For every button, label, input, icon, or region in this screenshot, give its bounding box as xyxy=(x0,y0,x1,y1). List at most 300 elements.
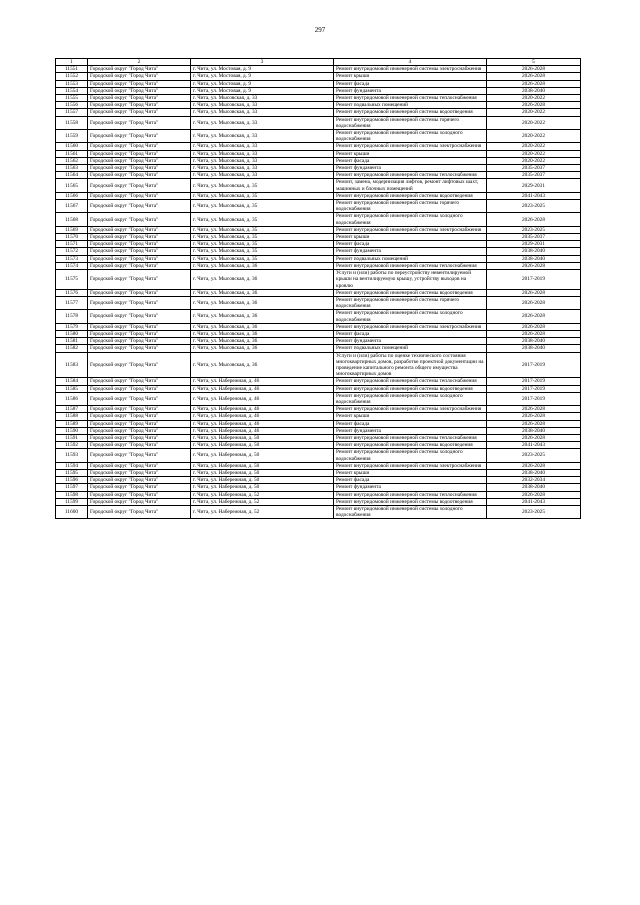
row-number: 11585 xyxy=(56,385,88,392)
period-cell: 2026-2028 xyxy=(487,323,581,330)
row-number: 11574 xyxy=(56,262,88,269)
column-number: 2 xyxy=(88,59,191,66)
table-row xyxy=(56,484,581,491)
municipality-cell: Городской округ "Город Чита" xyxy=(88,192,191,199)
municipality-cell: Городской округ "Город Чита" xyxy=(88,179,191,192)
row-number: 11564 xyxy=(56,172,88,179)
period-cell: 2020-2022 xyxy=(487,150,581,157)
period-cell: 2026-2028 xyxy=(487,296,581,309)
address-cell: г. Чита, ул. Мысовская, д. 33 xyxy=(191,130,334,143)
row-number: 11586 xyxy=(56,392,88,405)
table-row xyxy=(56,226,581,233)
work-type-cell: Ремонт внутридомовой инженерной системы теплоснабжения xyxy=(334,378,487,385)
municipality-cell: Городской округ "Город Чита" xyxy=(88,157,191,164)
work-type-cell: Ремонт фасада xyxy=(334,241,487,248)
period-cell: 2026-2028 xyxy=(487,330,581,337)
row-number: 11584 xyxy=(56,378,88,385)
address-cell: г. Чита, ул. Набережная, д. 46 xyxy=(191,420,334,427)
row-number: 11552 xyxy=(56,73,88,80)
table-row xyxy=(56,80,581,87)
row-number: 11596 xyxy=(56,477,88,484)
address-cell: г. Чита, ул. Мысовская, д. 33 xyxy=(191,116,334,129)
work-type-cell: Ремонт внутридомовой инженерной системы водоотведения xyxy=(334,109,487,116)
column-number: 4 xyxy=(334,59,487,66)
table-row xyxy=(56,296,581,309)
municipality-cell: Городской округ "Город Чита" xyxy=(88,477,191,484)
work-type-cell: Ремонт внутридомовой инженерной системы водоотведения xyxy=(334,442,487,449)
address-cell: г. Чита, ул. Мысовская, д. 35 xyxy=(191,226,334,233)
work-type-cell: Ремонт внутридомовой инженерной системы холодного водоснабжения xyxy=(334,130,487,143)
row-number: 11558 xyxy=(56,116,88,129)
address-cell: г. Чита, ул. Мысовская, д. 36 xyxy=(191,330,334,337)
address-cell: г. Чита, ул. Мысовская, д. 36 xyxy=(191,352,334,378)
period-cell: 2023-2025 xyxy=(487,506,581,519)
row-number: 11588 xyxy=(56,413,88,420)
period-cell: 2026-2028 xyxy=(487,80,581,87)
address-cell: г. Чита, ул. Набережная, д. 50 xyxy=(191,434,334,441)
column-number-row xyxy=(56,59,581,66)
work-type-cell: Ремонт фундамента xyxy=(334,248,487,255)
table-row xyxy=(56,406,581,413)
address-cell: г. Чита, ул. Набережная, д. 50 xyxy=(191,484,334,491)
municipality-cell: Городской округ "Город Чита" xyxy=(88,66,191,73)
municipality-cell: Городской округ "Город Чита" xyxy=(88,226,191,233)
municipality-cell: Городской округ "Город Чита" xyxy=(88,506,191,519)
address-cell: г. Чита, ул. Набережная, д. 46 xyxy=(191,385,334,392)
address-cell: г. Чита, ул. Мысовская, д. 36 xyxy=(191,310,334,323)
table-row xyxy=(56,310,581,323)
work-type-cell: Ремонт фундамента xyxy=(334,165,487,172)
work-type-cell: Ремонт внутридомовой инженерной системы теплоснабжения xyxy=(334,172,487,179)
municipality-cell: Городской округ "Город Чита" xyxy=(88,491,191,498)
table-row xyxy=(56,413,581,420)
table-row xyxy=(56,157,581,164)
work-type-cell: Ремонт фасада xyxy=(334,330,487,337)
table-row xyxy=(56,345,581,352)
work-type-cell: Ремонт крыши xyxy=(334,234,487,241)
municipality-cell: Городской округ "Город Чита" xyxy=(88,442,191,449)
row-number: 11554 xyxy=(56,87,88,94)
period-cell: 2026-2028 xyxy=(487,66,581,73)
work-type-cell: Ремонт крыши xyxy=(334,469,487,476)
period-cell: 2026-2028 xyxy=(487,310,581,323)
row-number: 11567 xyxy=(56,200,88,213)
period-cell: 2026-2028 xyxy=(487,434,581,441)
period-cell: 2035-2037 xyxy=(487,172,581,179)
row-number: 11599 xyxy=(56,498,88,505)
address-cell: г. Чита, ул. Набережная, д. 46 xyxy=(191,413,334,420)
work-type-cell: Ремонт внутридомовой инженерной системы электроснабжения xyxy=(334,323,487,330)
address-cell: г. Чита, ул. Набережная, д. 52 xyxy=(191,498,334,505)
municipality-cell: Городской округ "Город Чита" xyxy=(88,330,191,337)
address-cell: г. Чита, ул. Мысовская, д. 33 xyxy=(191,165,334,172)
row-number: 11563 xyxy=(56,165,88,172)
work-type-cell: Ремонт внутридомовой инженерной системы водоотведения xyxy=(334,498,487,505)
period-cell: 2038-2040 xyxy=(487,248,581,255)
row-number: 11593 xyxy=(56,449,88,462)
municipality-cell: Городской округ "Город Чита" xyxy=(88,80,191,87)
work-type-cell: Ремонт подвальных помещений xyxy=(334,255,487,262)
municipality-cell: Городской округ "Город Чита" xyxy=(88,73,191,80)
table-row xyxy=(56,172,581,179)
work-type-cell: Услуги и (или) работы по переустройству невентилируемой крыши на вентилируемую крышу, устройству выходов на кровлю xyxy=(334,270,487,290)
page-number: 297 xyxy=(314,26,326,34)
address-cell: г. Чита, ул. Мостовая, д. 9 xyxy=(191,66,334,73)
row-number: 11551 xyxy=(56,66,88,73)
period-cell: 2026-2028 xyxy=(487,213,581,226)
row-number: 11580 xyxy=(56,330,88,337)
table-row xyxy=(56,213,581,226)
municipality-cell: Городской округ "Город Чита" xyxy=(88,150,191,157)
column-number: 3 xyxy=(191,59,334,66)
address-cell: г. Чита, ул. Набережная, д. 52 xyxy=(191,491,334,498)
work-type-cell: Ремонт внутридомовой инженерной системы теплоснабжения xyxy=(334,262,487,269)
municipality-cell: Городской округ "Город Чита" xyxy=(88,130,191,143)
municipality-cell: Городской округ "Город Чита" xyxy=(88,462,191,469)
row-number: 11566 xyxy=(56,192,88,199)
period-cell: 2017-2019 xyxy=(487,352,581,378)
municipality-cell: Городской округ "Город Чита" xyxy=(88,406,191,413)
municipality-cell: Городской округ "Город Чита" xyxy=(88,413,191,420)
row-number: 11562 xyxy=(56,157,88,164)
row-number: 11597 xyxy=(56,484,88,491)
work-type-cell: Ремонт внутридомовой инженерной системы электроснабжения xyxy=(334,66,487,73)
municipality-cell: Городской округ "Город Чита" xyxy=(88,255,191,262)
work-type-cell: Ремонт внутридомовой инженерной системы теплоснабжения xyxy=(334,95,487,102)
period-cell: 2026-2028 xyxy=(487,413,581,420)
address-cell: г. Чита, ул. Мысовская, д. 33 xyxy=(191,102,334,109)
table-row xyxy=(56,165,581,172)
table-row xyxy=(56,255,581,262)
period-cell: 2026-2028 xyxy=(487,73,581,80)
municipality-cell: Городской округ "Город Чита" xyxy=(88,427,191,434)
work-type-cell: Ремонт фасада xyxy=(334,420,487,427)
table-row xyxy=(56,102,581,109)
period-cell: 2038-2040 xyxy=(487,255,581,262)
municipality-cell: Городской округ "Город Чита" xyxy=(88,116,191,129)
table-row xyxy=(56,462,581,469)
work-type-cell: Ремонт фундамента xyxy=(334,87,487,94)
row-number: 11575 xyxy=(56,270,88,290)
address-cell: г. Чита, ул. Набережная, д. 50 xyxy=(191,462,334,469)
work-type-cell: Ремонт крыши xyxy=(334,413,487,420)
address-cell: г. Чита, ул. Мысовская, д. 35 xyxy=(191,234,334,241)
work-type-cell: Ремонт крыши xyxy=(334,73,487,80)
table-row xyxy=(56,241,581,248)
period-cell: 2023-2025 xyxy=(487,226,581,233)
row-number: 11576 xyxy=(56,289,88,296)
address-cell: г. Чита, ул. Набережная, д. 46 xyxy=(191,378,334,385)
row-number: 11577 xyxy=(56,296,88,309)
municipality-cell: Городской округ "Город Чита" xyxy=(88,102,191,109)
period-cell: 2023-2025 xyxy=(487,200,581,213)
row-number: 11569 xyxy=(56,226,88,233)
period-cell: 2026-2028 xyxy=(487,462,581,469)
row-number: 11556 xyxy=(56,102,88,109)
row-number: 11555 xyxy=(56,95,88,102)
table-row xyxy=(56,73,581,80)
period-cell: 2026-2028 xyxy=(487,420,581,427)
municipality-cell: Городской округ "Город Чита" xyxy=(88,338,191,345)
work-type-cell: Ремонт внутридомовой инженерной системы горячего водоснабжения xyxy=(334,296,487,309)
municipality-cell: Городской округ "Город Чита" xyxy=(88,248,191,255)
address-cell: г. Чита, ул. Мысовская, д. 33 xyxy=(191,95,334,102)
table-row xyxy=(56,95,581,102)
table-row xyxy=(56,392,581,405)
work-type-cell: Ремонт внутридомовой инженерной системы электроснабжения xyxy=(334,226,487,233)
address-cell: г. Чита, ул. Мысовская, д. 36 xyxy=(191,345,334,352)
column-number: 1 xyxy=(56,59,88,66)
period-cell: 2020-2022 xyxy=(487,109,581,116)
municipality-cell: Городской округ "Город Чита" xyxy=(88,234,191,241)
table-row xyxy=(56,143,581,150)
address-cell: г. Чита, ул. Мысовская, д. 36 xyxy=(191,323,334,330)
table-row xyxy=(56,498,581,505)
work-type-cell: Ремонт фасада xyxy=(334,157,487,164)
period-cell: 2020-2022 xyxy=(487,95,581,102)
period-cell: 2017-2019 xyxy=(487,385,581,392)
row-number: 11591 xyxy=(56,434,88,441)
table-row xyxy=(56,262,581,269)
address-cell: г. Чита, ул. Мысовская, д. 33 xyxy=(191,157,334,164)
work-type-cell: Ремонт подвальных помещений xyxy=(334,102,487,109)
address-cell: г. Чита, ул. Мысовская, д. 35 xyxy=(191,255,334,262)
municipality-cell: Городской округ "Город Чита" xyxy=(88,165,191,172)
period-cell: 2017-2019 xyxy=(487,378,581,385)
table-row xyxy=(56,248,581,255)
table-row xyxy=(56,477,581,484)
table-row xyxy=(56,506,581,519)
period-cell: 2038-2040 xyxy=(487,345,581,352)
work-type-cell: Ремонт фундамента xyxy=(334,338,487,345)
row-number: 11600 xyxy=(56,506,88,519)
work-type-cell: Услуги и (или) работы по оценке технического состояния многоквартирных домов, разработке проектной документации на проведение капитального ремонта общего имущества многоквартирных домов xyxy=(334,352,487,378)
table-row xyxy=(56,150,581,157)
table-row xyxy=(56,66,581,73)
period-cell: 2041-2043 xyxy=(487,498,581,505)
work-type-cell: Ремонт внутридомовой инженерной системы электроснабжения xyxy=(334,143,487,150)
table-row xyxy=(56,491,581,498)
municipality-cell: Городской округ "Город Чита" xyxy=(88,378,191,385)
period-cell: 2041-2043 xyxy=(487,442,581,449)
row-number: 11587 xyxy=(56,406,88,413)
period-cell: 2026-2028 xyxy=(487,262,581,269)
row-number: 11583 xyxy=(56,352,88,378)
work-type-cell: Ремонт внутридомовой инженерной системы водоотведения xyxy=(334,289,487,296)
period-cell: 2020-2022 xyxy=(487,116,581,129)
period-cell: 2017-2019 xyxy=(487,392,581,405)
period-cell: 2038-2040 xyxy=(487,484,581,491)
table-row xyxy=(56,234,581,241)
work-type-cell: Ремонт внутридомовой инженерной системы холодного водоснабжения xyxy=(334,392,487,405)
row-number: 11572 xyxy=(56,248,88,255)
table-row xyxy=(56,449,581,462)
work-type-cell: Ремонт крыши xyxy=(334,150,487,157)
address-cell: г. Чита, ул. Мысовская, д. 33 xyxy=(191,172,334,179)
address-cell: г. Чита, ул. Набережная, д. 50 xyxy=(191,449,334,462)
address-cell: г. Чита, ул. Мысовская, д. 33 xyxy=(191,109,334,116)
row-number: 11590 xyxy=(56,427,88,434)
row-number: 11578 xyxy=(56,310,88,323)
row-number: 11595 xyxy=(56,469,88,476)
work-type-cell: Ремонт внутридомовой инженерной системы горячего водоснабжения xyxy=(334,200,487,213)
work-type-cell: Ремонт внутридомовой инженерной системы электроснабжения xyxy=(334,406,487,413)
municipality-cell: Городской округ "Город Чита" xyxy=(88,296,191,309)
address-cell: г. Чита, ул. Мысовская, д. 35 xyxy=(191,213,334,226)
municipality-cell: Городской округ "Город Чита" xyxy=(88,352,191,378)
table-row xyxy=(56,427,581,434)
period-cell: 2017-2019 xyxy=(487,270,581,290)
address-cell: г. Чита, ул. Набережная, д. 50 xyxy=(191,469,334,476)
municipality-cell: Городской округ "Город Чита" xyxy=(88,385,191,392)
address-cell: г. Чита, ул. Мысовская, д. 35 xyxy=(191,179,334,192)
row-number: 11568 xyxy=(56,213,88,226)
address-cell: г. Чита, ул. Мысовская, д. 35 xyxy=(191,200,334,213)
municipality-cell: Городской округ "Город Чита" xyxy=(88,498,191,505)
address-cell: г. Чита, ул. Мысовская, д. 35 xyxy=(191,248,334,255)
municipality-cell: Городской округ "Город Чита" xyxy=(88,484,191,491)
municipality-cell: Городской округ "Город Чита" xyxy=(88,213,191,226)
address-cell: г. Чита, ул. Мысовская, д. 33 xyxy=(191,150,334,157)
column-number: 5 xyxy=(487,59,581,66)
table-row xyxy=(56,352,581,378)
work-type-cell: Ремонт, замена, модернизация лифтов, ремонт лифтовых шахт, машинных и блочных помещений xyxy=(334,179,487,192)
row-number: 11579 xyxy=(56,323,88,330)
table-row xyxy=(56,420,581,427)
address-cell: г. Чита, ул. Набережная, д. 46 xyxy=(191,392,334,405)
table-row xyxy=(56,442,581,449)
row-number: 11553 xyxy=(56,80,88,87)
address-cell: г. Чита, ул. Набережная, д. 52 xyxy=(191,506,334,519)
work-type-cell: Ремонт внутридомовой инженерной системы теплоснабжения xyxy=(334,434,487,441)
municipality-cell: Городской округ "Город Чита" xyxy=(88,449,191,462)
row-number: 11557 xyxy=(56,109,88,116)
table-row xyxy=(56,87,581,94)
address-cell: г. Чита, ул. Мостовая, д. 9 xyxy=(191,80,334,87)
municipality-cell: Городской округ "Город Чита" xyxy=(88,434,191,441)
municipality-cell: Городской округ "Город Чита" xyxy=(88,345,191,352)
municipality-cell: Городской округ "Город Чита" xyxy=(88,310,191,323)
table-row xyxy=(56,323,581,330)
period-cell: 2029-2031 xyxy=(487,179,581,192)
row-number: 11560 xyxy=(56,143,88,150)
period-cell: 2026-2028 xyxy=(487,406,581,413)
municipality-cell: Городской округ "Город Чита" xyxy=(88,143,191,150)
work-type-cell: Ремонт фасада xyxy=(334,80,487,87)
address-cell: г. Чита, ул. Набережная, д. 50 xyxy=(191,442,334,449)
work-type-cell: Ремонт внутридомовой инженерной системы горячего водоснабжения xyxy=(334,116,487,129)
table-row xyxy=(56,130,581,143)
period-cell: 2032-2034 xyxy=(487,477,581,484)
row-number: 11561 xyxy=(56,150,88,157)
period-cell: 2038-2040 xyxy=(487,427,581,434)
period-cell: 2038-2040 xyxy=(487,87,581,94)
table-body xyxy=(56,59,581,519)
row-number: 11571 xyxy=(56,241,88,248)
work-type-cell: Ремонт подвальных помещений xyxy=(334,345,487,352)
period-cell: 2029-2031 xyxy=(487,241,581,248)
work-type-cell: Ремонт внутридомовой инженерной системы теплоснабжения xyxy=(334,491,487,498)
period-cell: 2020-2022 xyxy=(487,130,581,143)
work-type-cell: Ремонт внутридомовой инженерной системы холодного водоснабжения xyxy=(334,310,487,323)
municipality-cell: Городской округ "Город Чита" xyxy=(88,95,191,102)
municipality-cell: Городской округ "Город Чита" xyxy=(88,172,191,179)
table-row xyxy=(56,338,581,345)
municipality-cell: Городской округ "Город Чита" xyxy=(88,469,191,476)
work-type-cell: Ремонт фундамента xyxy=(334,427,487,434)
work-type-cell: Ремонт внутридомовой инженерной системы холодного водоснабжения xyxy=(334,506,487,519)
period-cell: 2038-2040 xyxy=(487,469,581,476)
period-cell: 2020-2022 xyxy=(487,157,581,164)
period-cell: 2035-2037 xyxy=(487,234,581,241)
table-row xyxy=(56,200,581,213)
row-number: 11592 xyxy=(56,442,88,449)
row-number: 11598 xyxy=(56,491,88,498)
address-cell: г. Чита, ул. Набережная, д. 46 xyxy=(191,406,334,413)
period-cell: 2026-2028 xyxy=(487,102,581,109)
address-cell: г. Чита, ул. Мысовская, д. 36 xyxy=(191,289,334,296)
municipality-cell: Городской округ "Город Чита" xyxy=(88,392,191,405)
municipality-cell: Городской округ "Город Чита" xyxy=(88,289,191,296)
address-cell: г. Чита, ул. Набережная, д. 46 xyxy=(191,427,334,434)
address-cell: г. Чита, ул. Мысовская, д. 36 xyxy=(191,262,334,269)
municipality-cell: Городской округ "Город Чита" xyxy=(88,87,191,94)
municipality-cell: Городской округ "Город Чита" xyxy=(88,241,191,248)
table-row xyxy=(56,109,581,116)
row-number: 11581 xyxy=(56,338,88,345)
municipality-cell: Городской округ "Город Чита" xyxy=(88,270,191,290)
address-cell: г. Чита, ул. Набережная, д. 50 xyxy=(191,477,334,484)
address-cell: г. Чита, ул. Мысовская, д. 35 xyxy=(191,241,334,248)
table-row xyxy=(56,469,581,476)
table-row xyxy=(56,385,581,392)
table-row xyxy=(56,289,581,296)
table-row xyxy=(56,330,581,337)
work-type-cell: Ремонт фундамента xyxy=(334,484,487,491)
row-number: 11594 xyxy=(56,462,88,469)
period-cell: 2026-2028 xyxy=(487,289,581,296)
table-row xyxy=(56,270,581,290)
period-cell: 2020-2022 xyxy=(487,143,581,150)
table-row xyxy=(56,378,581,385)
address-cell: г. Чита, ул. Мысовская, д. 35 xyxy=(191,192,334,199)
table-row xyxy=(56,116,581,129)
table-row xyxy=(56,192,581,199)
work-type-cell: Ремонт внутридомовой инженерной системы холодного водоснабжения xyxy=(334,213,487,226)
period-cell: 2035-2037 xyxy=(487,165,581,172)
row-number: 11565 xyxy=(56,179,88,192)
row-number: 11559 xyxy=(56,130,88,143)
address-cell: г. Чита, ул. Мостовая, д. 9 xyxy=(191,87,334,94)
row-number: 11589 xyxy=(56,420,88,427)
period-cell: 2023-2025 xyxy=(487,449,581,462)
table-row xyxy=(56,179,581,192)
period-cell: 2026-2028 xyxy=(487,491,581,498)
row-number: 11573 xyxy=(56,255,88,262)
work-type-cell: Ремонт внутридомовой инженерной системы электроснабжения xyxy=(334,462,487,469)
municipality-cell: Городской округ "Город Чита" xyxy=(88,420,191,427)
address-cell: г. Чита, ул. Мысовская, д. 33 xyxy=(191,143,334,150)
address-cell: г. Чита, ул. Мысовская, д. 36 xyxy=(191,296,334,309)
municipality-cell: Городской округ "Город Чита" xyxy=(88,262,191,269)
period-cell: 2041-2043 xyxy=(487,192,581,199)
address-cell: г. Чита, ул. Мысовская, д. 36 xyxy=(191,270,334,290)
row-number: 11570 xyxy=(56,234,88,241)
work-type-cell: Ремонт внутридомовой инженерной системы водоотведения xyxy=(334,385,487,392)
municipality-cell: Городской округ "Город Чита" xyxy=(88,323,191,330)
work-type-cell: Ремонт внутридомовой инженерной системы холодного водоснабжения xyxy=(334,449,487,462)
address-cell: г. Чита, ул. Мостовая, д. 9 xyxy=(191,73,334,80)
